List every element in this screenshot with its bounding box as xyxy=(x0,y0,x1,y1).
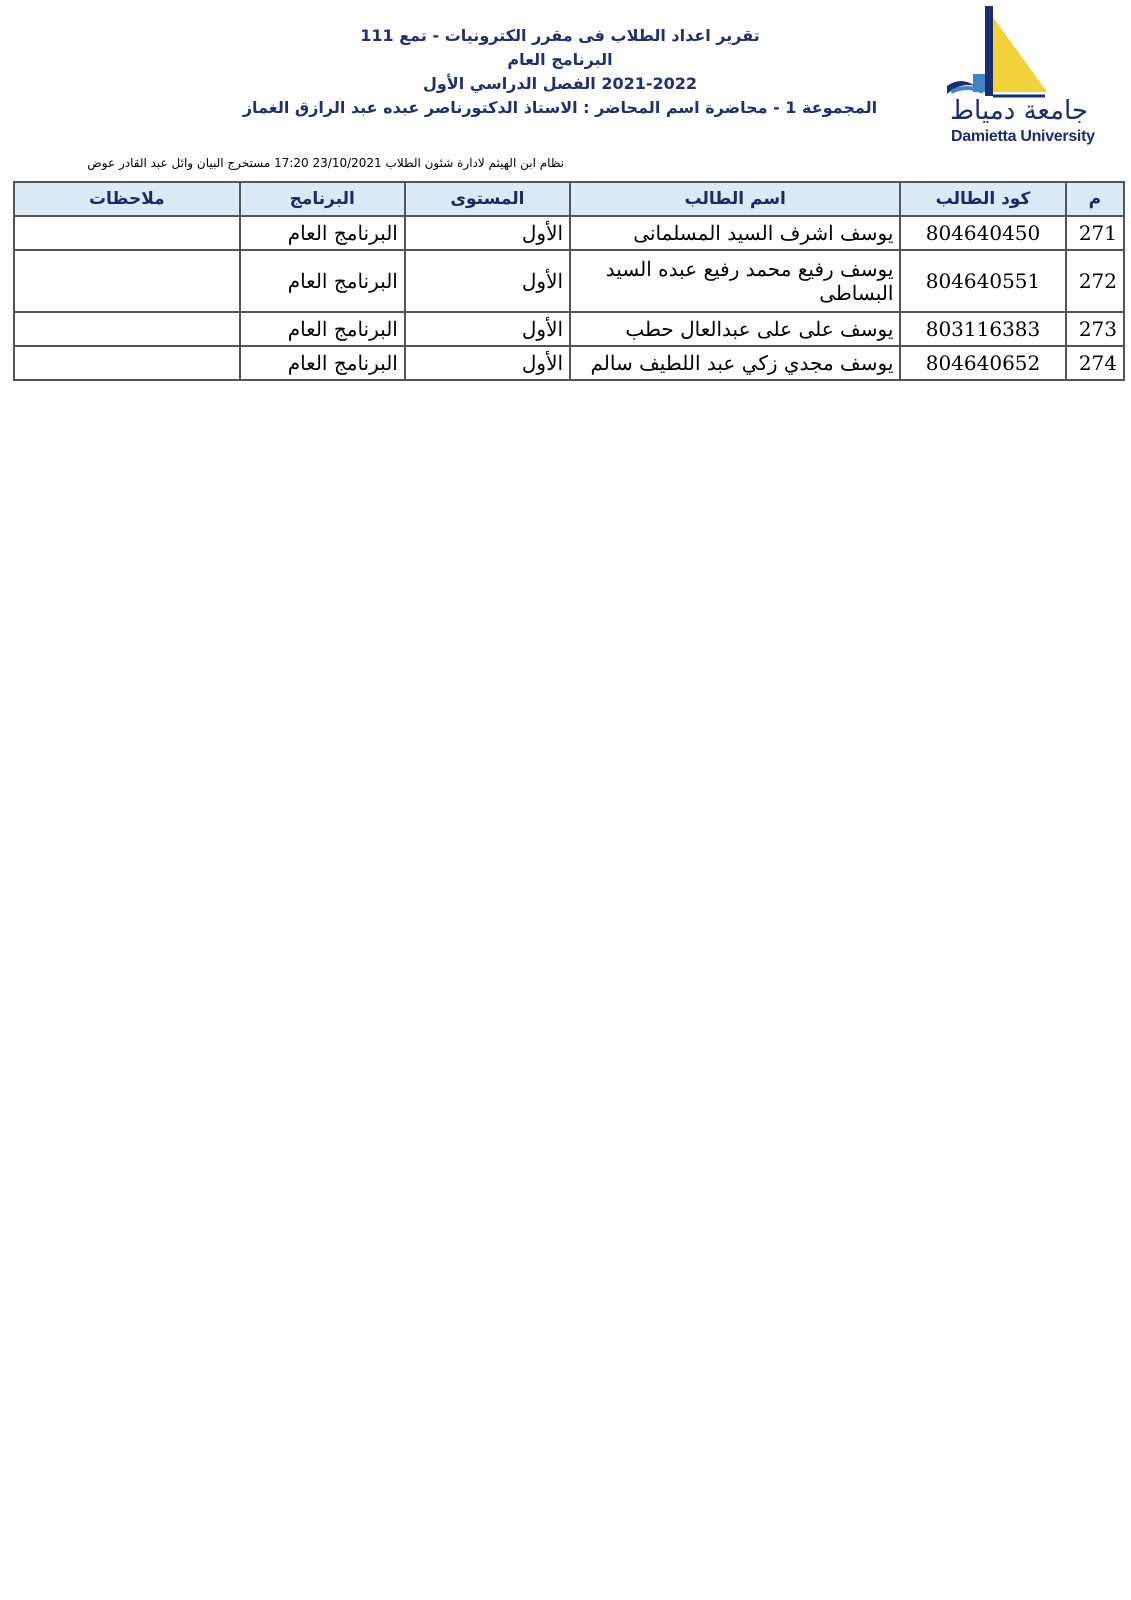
table-row xyxy=(14,312,1124,346)
logo-english-text: Damietta University xyxy=(951,128,1095,145)
cell-student-code: 804640652 xyxy=(900,346,1065,380)
cell-student-code: 803116383 xyxy=(900,312,1065,346)
cell-student-name: يوسف اشرف السيد المسلمانى xyxy=(570,216,900,250)
cell-notes xyxy=(14,250,240,312)
cell-student-code: 804640450 xyxy=(900,216,1065,250)
cell-notes xyxy=(14,312,240,346)
column-header-number: م xyxy=(1066,182,1124,216)
cell-number: 273 xyxy=(1066,312,1124,346)
program-name: البرنامج العام xyxy=(507,50,613,69)
column-header-program: البرنامج xyxy=(240,182,405,216)
cell-program: البرنامج العام xyxy=(240,312,405,346)
report-header xyxy=(240,24,880,120)
cell-number: 272 xyxy=(1066,250,1124,312)
cell-student-code: 804640551 xyxy=(900,250,1065,312)
student-roster-table xyxy=(13,181,1125,381)
column-header-student-code: كود الطالب xyxy=(900,182,1065,216)
cell-program: البرنامج العام xyxy=(240,250,405,312)
cell-notes xyxy=(14,216,240,250)
cell-level: الأول xyxy=(405,216,570,250)
table-header-row xyxy=(14,182,1124,216)
cell-student-name: يوسف رفيع محمد رفيع عبده السيد البساطى xyxy=(570,250,900,312)
report-title: تقرير اعداد الطلاب فى مقرر الكترونيات - تمع 111 xyxy=(360,26,760,45)
cell-number: 274 xyxy=(1066,346,1124,380)
table-row xyxy=(14,250,1124,312)
semester-line: 2021-2022 الفصل الدراسي الأول xyxy=(422,74,698,93)
column-header-level: المستوى xyxy=(405,182,570,216)
logo-arabic-text: جامعة دمياط xyxy=(950,96,1088,126)
cell-level: الأول xyxy=(405,312,570,346)
cell-number: 271 xyxy=(1066,216,1124,250)
table-row xyxy=(14,216,1124,250)
table-row xyxy=(14,346,1124,380)
cell-notes xyxy=(14,346,240,380)
group-lecturer-line: المجموعة 1 - محاضرة اسم المحاضر : الاستاذ الدكتورناصر عبده عبد الرازق الغماز xyxy=(242,98,878,117)
cell-program: البرنامج العام xyxy=(240,216,405,250)
cell-student-name: يوسف مجدي زكي عبد اللطيف سالم xyxy=(570,346,900,380)
system-info-line: نظام ابن الهيثم لادارة شئون الطلاب 23/10/2021 17:20 مستخرج البيان وائل عبد القادر عوض xyxy=(87,156,564,170)
cell-level: الأول xyxy=(405,250,570,312)
column-header-notes: ملاحظات xyxy=(14,182,240,216)
cell-program: البرنامج العام xyxy=(240,346,405,380)
cell-student-name: يوسف على على عبدالعال حطب xyxy=(570,312,900,346)
column-header-student-name: اسم الطالب xyxy=(570,182,900,216)
cell-level: الأول xyxy=(405,346,570,380)
